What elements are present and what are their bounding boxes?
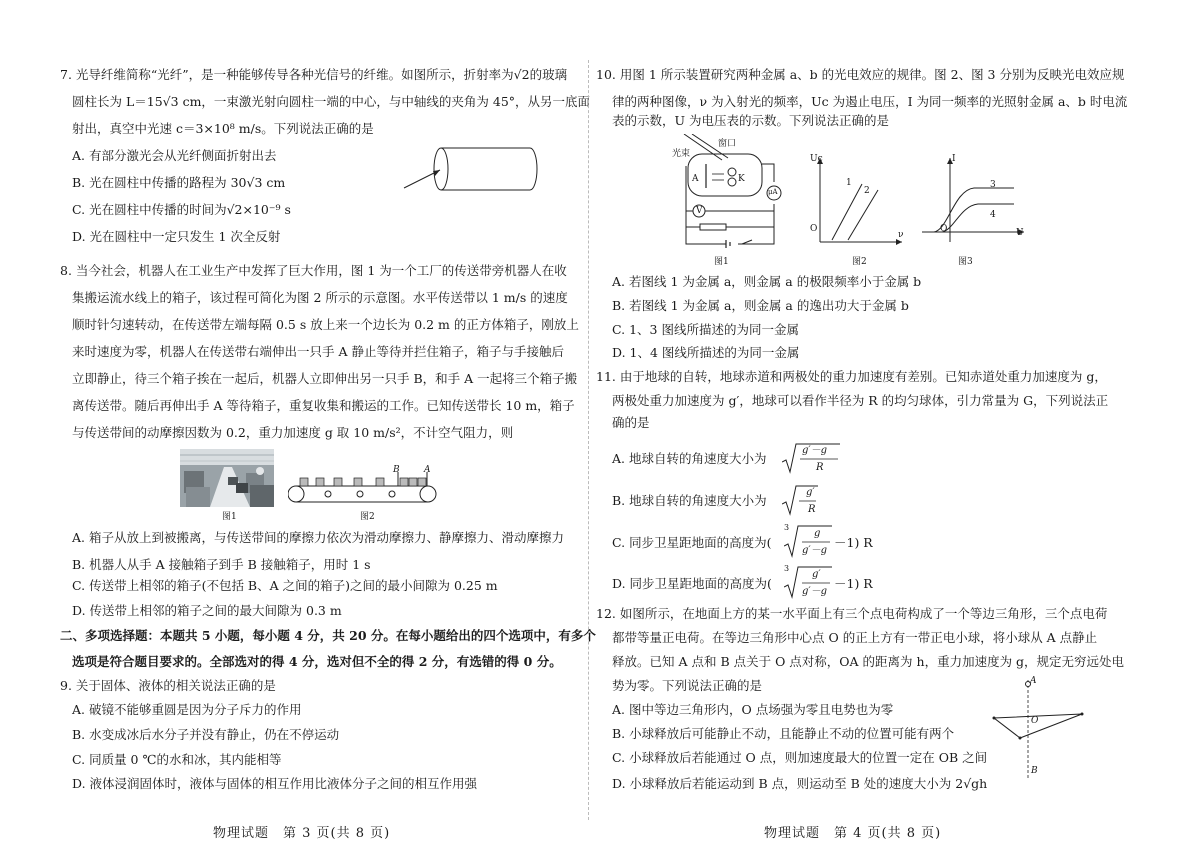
q10-graph2-origin: O: [810, 224, 818, 234]
q10-option-d: D. 1、4 图线所描述的为同一金属: [612, 345, 800, 360]
q10-fig1-caption: 图1: [714, 257, 729, 267]
q11-option-c-numerator: g: [814, 528, 821, 539]
q10-graph3-curve3-label: 3: [990, 180, 996, 190]
q8-fig1-label: 图1: [222, 512, 237, 522]
q8-fig2-label: 图2: [360, 512, 375, 522]
q8-option-a: A. 箱子从放上到被搬离，与传送带间的摩擦力依次为滑动摩擦力、静摩擦力、滑动摩擦力: [72, 530, 564, 545]
q8-hand-b-label: B: [393, 465, 400, 475]
q11-option-c-tail: －1) R: [834, 535, 873, 550]
q10-graph2-line2-label: 2: [864, 186, 870, 196]
q11-option-b-denominator: R: [808, 504, 816, 515]
q9-option-c: C. 同质量 0 ℃的水和冰，其内能相等: [72, 752, 282, 767]
q11-option-b-radical: [782, 484, 822, 518]
q11-line2: 两极处重力加速度为 g′，地球可以看作半径为 R 的均匀球体，引力常量为 G，下列说法正: [612, 393, 1109, 408]
q11-option-d-numerator: g′: [812, 569, 821, 580]
q12-line1: 12. 如图所示，在地面上方的某一水平面上有三个点电荷构成了一个等边三角形，三个点电荷: [596, 606, 1108, 621]
right-page: [588, 0, 1200, 868]
left-page-footer: 物理试题 第 3 页(共 8 页): [213, 826, 391, 841]
q10-fig3-caption: 图3: [958, 257, 973, 267]
q10-line2: 律的两种图像，ν 为入射光的频率，Uc 为遏止电压，I 为同一频率的光照射金属 a、b 时电流: [612, 94, 1128, 109]
q10-fig1-ua-label: μA: [768, 188, 778, 196]
section2-header-line2: 选项是符合题目要求的。全部选对的得 4 分，选对但不全的得 2 分，有选错的得 0 分。: [72, 654, 562, 669]
q7-line1: 7. 光导纤维简称“光纤”，是一种能够传导各种光信号的纤维。如图所示，折射率为√2的玻璃: [60, 67, 568, 82]
section2-header-line1: 二、多项选择题：本题共 5 小题，每小题 4 分，共 20 分。在每小题给出的四个选项中，有多个: [60, 628, 596, 643]
q11-option-c-text: C. 同步卫星距地面的高度为(: [612, 535, 772, 550]
q10-graph3: [918, 150, 1028, 250]
q8-line4: 来时速度为零，机器人在传送带右端伸出一只手 A 静止等待并拦住箱子，箱子与手接触后: [72, 344, 564, 359]
q8-hand-a-label: A: [424, 465, 431, 475]
q12-line4: 势为零。下列说法正确的是: [612, 678, 763, 693]
q12-fig-b-label: B: [1031, 766, 1038, 776]
q9-option-b: B. 水变成冰后水分子并没有静止，仍在不停运动: [72, 727, 340, 742]
q10-fig1-light-label: 光束: [672, 149, 691, 159]
q11-option-b-text: B. 地球自转的角速度大小为: [612, 493, 767, 508]
q8-option-b: B. 机器人从手 A 接触箱子到手 B 接触箱子，用时 1 s: [72, 557, 371, 572]
q11-option-d-text: D. 同步卫星距地面的高度为(: [612, 576, 772, 591]
q12-option-c: C. 小球释放后若能通过 O 点，则加速度最大的位置一定在 OB 之间: [612, 750, 988, 765]
q10-fig1-k-label: K: [738, 174, 745, 184]
q7-option-d: D. 光在圆柱中一定只发生 1 次全反射: [72, 229, 281, 244]
q10-graph2: [806, 150, 906, 250]
q10-fig1-v-label: V: [696, 206, 703, 216]
q10-fig1-a-label: A: [692, 174, 699, 184]
q10-graph3-y-label: I: [952, 154, 956, 164]
q12-fig-a-label: A: [1030, 676, 1037, 686]
q11-option-b-numerator: g′: [806, 487, 815, 498]
right-page-footer: 物理试题 第 4 页(共 8 页): [764, 826, 942, 841]
q9-option-a: A. 破镜不能够重圆是因为分子斥力的作用: [72, 702, 302, 717]
q8-line3: 顺时针匀速转动，在传送带左端每隔 0.5 s 放上来一个边长为 0.2 m 的正方体箱子，刚放上: [72, 317, 579, 332]
q8-conveyor-diagram: [288, 468, 438, 504]
q7-option-c: C. 光在圆柱中传播的时间为√2×10⁻⁹ s: [72, 202, 291, 217]
q11-option-d-tail: －1) R: [834, 576, 873, 591]
q10-graph2-x-label: ν: [898, 230, 904, 240]
q10-graph3-origin: O: [940, 224, 948, 234]
q10-graph2-y-label: Uc: [810, 154, 823, 164]
q12-option-b: B. 小球释放后可能静止不动，且能静止不动的位置可能有两个: [612, 726, 955, 741]
q10-graph2-line2: [848, 190, 878, 240]
q11-option-a-denominator: R: [816, 462, 824, 473]
q8-line1: 8. 当今社会，机器人在工业生产中发挥了巨大作用，图 1 为一个工厂的传送带旁机器人在收: [60, 263, 567, 278]
q7-fiber-figure: [398, 140, 548, 198]
q11-line3: 确的是: [612, 415, 650, 430]
q10-graph2-line1: [832, 184, 862, 240]
q10-graph3-x-label: U: [1016, 228, 1024, 238]
q10-option-b: B. 若图线 1 为金属 a，则金属 a 的逸出功大于金属 b: [612, 298, 909, 313]
q8-factory-photo: [180, 449, 274, 507]
q10-option-c: C. 1、3 图线所描述的为同一金属: [612, 322, 799, 337]
q12-line2: 都带等量正电荷。在等边三角形中心点 O 的正上方有一带正电小球，将小球从 A 点静止: [612, 630, 1098, 645]
q11-option-d-index: 3: [784, 564, 790, 573]
q7-option-a: A. 有部分激光会从光纤侧面折射出去: [72, 148, 277, 163]
q8-line6: 离传送带。随后再伸出手 A 等待箱子，重复收集和搬运的工作。已知传送带长 10 m，箱子: [72, 398, 575, 413]
q11-line1: 11. 由于地球的自转，地球赤道和两极处的重力加速度有差别。已知赤道处重力加速度为 g，: [596, 369, 1107, 384]
q12-triangle-figure: [990, 676, 1100, 784]
q11-option-c-denominator: g′－g: [802, 545, 828, 556]
left-page: [0, 0, 596, 868]
q11-option-d-denominator: g′－g: [802, 586, 828, 597]
q12-option-d: D. 小球释放后若能运动到 B 点，则运动至 B 处的速度大小为 2√gh: [612, 776, 988, 791]
q10-line1: 10. 用图 1 所示装置研究两种金属 a、b 的光电效应的规律。图 2、图 3 分别为反映光电效应规: [596, 67, 1125, 82]
q10-fig1-window-label: 窗口: [718, 139, 737, 149]
q11-option-a-text: A. 地球自转的角速度大小为: [612, 451, 767, 466]
q10-line3: 表的示数，U 为电压表的示数。下列说法正确的是: [612, 113, 890, 128]
q8-option-d: D. 传送带上相邻的箱子之间的最大间隙为 0.3 m: [72, 603, 342, 618]
q9-line1: 9. 关于固体、液体的相关说法正确的是: [60, 678, 276, 693]
q8-line2: 集搬运流水线上的箱子，该过程可简化为图 2 所示的示意图。水平传送带以 1 m/s 的速度: [72, 290, 568, 305]
q11-option-a-numerator: g′－g: [802, 445, 828, 456]
q12-fig-o-label: O: [1031, 716, 1039, 726]
q10-fig2-caption: 图2: [852, 257, 867, 267]
q11-option-c-index: 3: [784, 523, 790, 532]
q12-line3: 释放。已知 A 点和 B 点关于 O 点对称，OA 的距离为 h，重力加速度为 g，规定无穷远处电: [612, 654, 1125, 669]
q10-option-a: A. 若图线 1 为金属 a，则金属 a 的极限频率小于金属 b: [612, 274, 922, 289]
q12-option-a: A. 图中等边三角形内，O 点场强为零且电势也为零: [612, 702, 894, 717]
q7-option-b: B. 光在圆柱中传播的路程为 30√3 cm: [72, 175, 286, 190]
q10-graph2-line1-label: 1: [846, 178, 852, 188]
q10-graph3-curve4-label: 4: [990, 210, 996, 220]
q7-line2: 圆柱长为 L＝15√3 cm，一束激光射向圆柱一端的中心，与中轴线的夹角为 45°，从另一底面: [72, 94, 591, 109]
q8-line7: 与传送带间的动摩擦因数为 0.2，重力加速度 g 取 10 m/s²，不计空气阻力，则: [72, 425, 514, 440]
q9-option-d: D. 液体浸润固体时，液体与固体的相互作用比液体分子之间的相互作用强: [72, 776, 478, 791]
q8-line5: 立即静止，待三个箱子挨在一起后，机器人立即伸出另一只手 B，和手 A 一起将三个箱子搬: [72, 371, 578, 386]
q8-option-c: C. 传送带上相邻的箱子(不包括 B、A 之间的箱子)之间的最小间隙为 0.25 m: [72, 578, 498, 593]
q7-line3: 射出，真空中光速 c＝3×10⁸ m/s。下列说法正确的是: [72, 121, 374, 136]
